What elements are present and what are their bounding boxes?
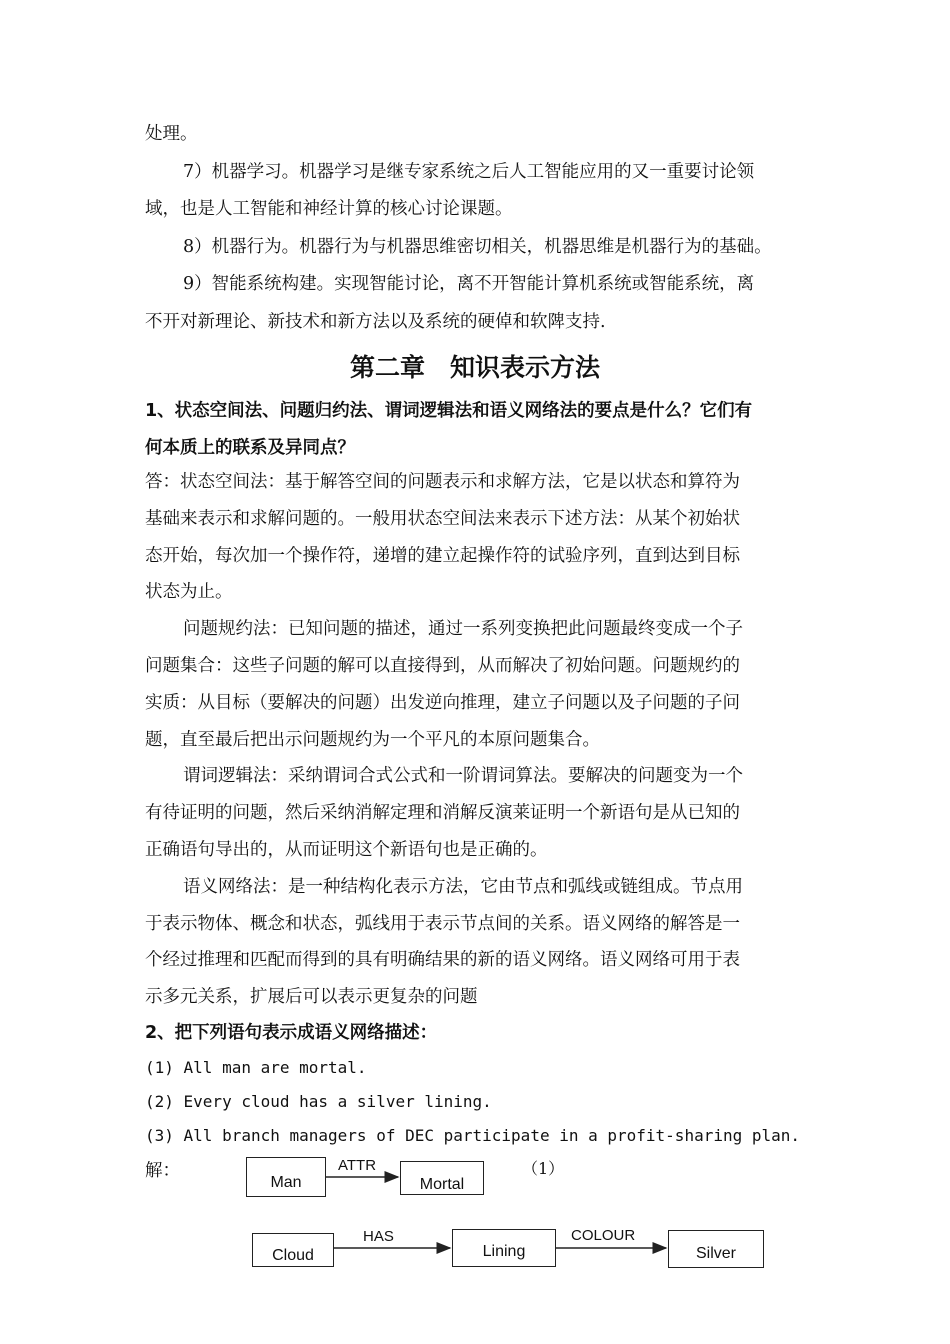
- text-line: 答：状态空间法：基于解答空间的问题表示和求解方法，它是以状态和算符为: [145, 472, 740, 492]
- text-line: 基础来表示和求解问题的。一般用状态空间法来表示下述方法：从某个初始状: [145, 508, 740, 529]
- text-line: 不开对新理论、新技术和新方法以及系统的硬倬和软陴支持.: [145, 312, 606, 332]
- sentence-3: (3) All branch managers of DEC participate in a profit-sharing plan.: [145, 1126, 801, 1145]
- edge-attr-label: ATTR: [338, 1157, 377, 1174]
- sentence-2: (2) Every cloud has a silver lining.: [145, 1092, 492, 1111]
- text-line: 问题规约法：已知问题的描述，通过一系列变换把此问题最终变成一个子: [183, 619, 743, 640]
- text-line: 态开始，每次加一个操作符，递增的建立起操作符的试验序列，直到达到目标: [145, 545, 740, 566]
- node-silver-label: Silver: [695, 1245, 736, 1262]
- text-line: 处理。: [145, 124, 198, 144]
- question-2: 2、把下列语句表示成语义网络描述：: [145, 1023, 438, 1043]
- text-line: 语义网络法：是一种结构化表示方法，它由节点和弧线或链组成。节点用: [183, 876, 743, 897]
- text-line: 实质：从目标（要解决的问题）出发逆向推理，建立子问题以及子问题的子问: [145, 692, 740, 713]
- node-lining-label: Lining: [482, 1243, 526, 1260]
- text-line: 域，也是人工智能和神经计算的核心讨论课题。: [145, 199, 513, 220]
- text-line: 于表示物体、概念和状态，弧线用于表示节点间的关系。语义网络的解答是一: [145, 913, 740, 934]
- text-line: 状态为止。: [145, 582, 233, 603]
- text-line: 示多元关系，扩展后可以表示更复杂的问题: [145, 987, 478, 1008]
- text-line: 8）机器行为。机器行为与机器思维密切相关，机器思维是机器行为的基础。: [183, 236, 772, 257]
- node-man-label: Man: [270, 1174, 302, 1191]
- text-line: 问题集合：这些子问题的解可以直接得到，从而解决了初始问题。问题规约的: [145, 656, 740, 676]
- text-line: 9）智能系统构建。实现智能讨论，离不开智能计算机系统或智能系统，离: [183, 274, 755, 295]
- text-line: 个经过推理和匹配而得到的具有明确结果的新的语义网络。语义网络可用于表: [145, 950, 740, 971]
- chapter-title: 第二章 知识表示方法: [349, 353, 600, 382]
- text-line: 正确语句导出的，从而证明这个新语句也是正确的。: [145, 840, 548, 860]
- node-mortal-label: Mortal: [419, 1176, 465, 1193]
- text-line: 谓词逻辑法：采纳谓词合式公式和一阶谓词算法。要解决的问题变为一个: [183, 766, 743, 787]
- node-cloud-label: Cloud: [272, 1247, 314, 1264]
- solution-label: 解：: [145, 1161, 180, 1181]
- edge-colour-label: COLOUR: [571, 1227, 636, 1244]
- text-line: 有待证明的问题，然后采纳消解定理和消解反演莱证明一个新语句是从已知的: [145, 803, 740, 824]
- text-line: 7）机器学习。机器学习是继专家系统之后人工智能应用的又一重要讨论领: [183, 161, 755, 182]
- sentence-1: (1) All man are mortal.: [145, 1058, 367, 1077]
- diagram-1-number: （1）: [522, 1159, 565, 1178]
- edge-has-label: HAS: [363, 1228, 394, 1245]
- question-1-line-1: 1、状态空间法、问题归约法、谓词逻辑法和语义网络法的要点是什么？它们有: [145, 401, 753, 421]
- question-1-line-2: 何本质上的联系及异同点？: [145, 438, 355, 458]
- text-line: 题，直至最后把出示问题规约为一个平凡的本原问题集合。: [145, 729, 600, 750]
